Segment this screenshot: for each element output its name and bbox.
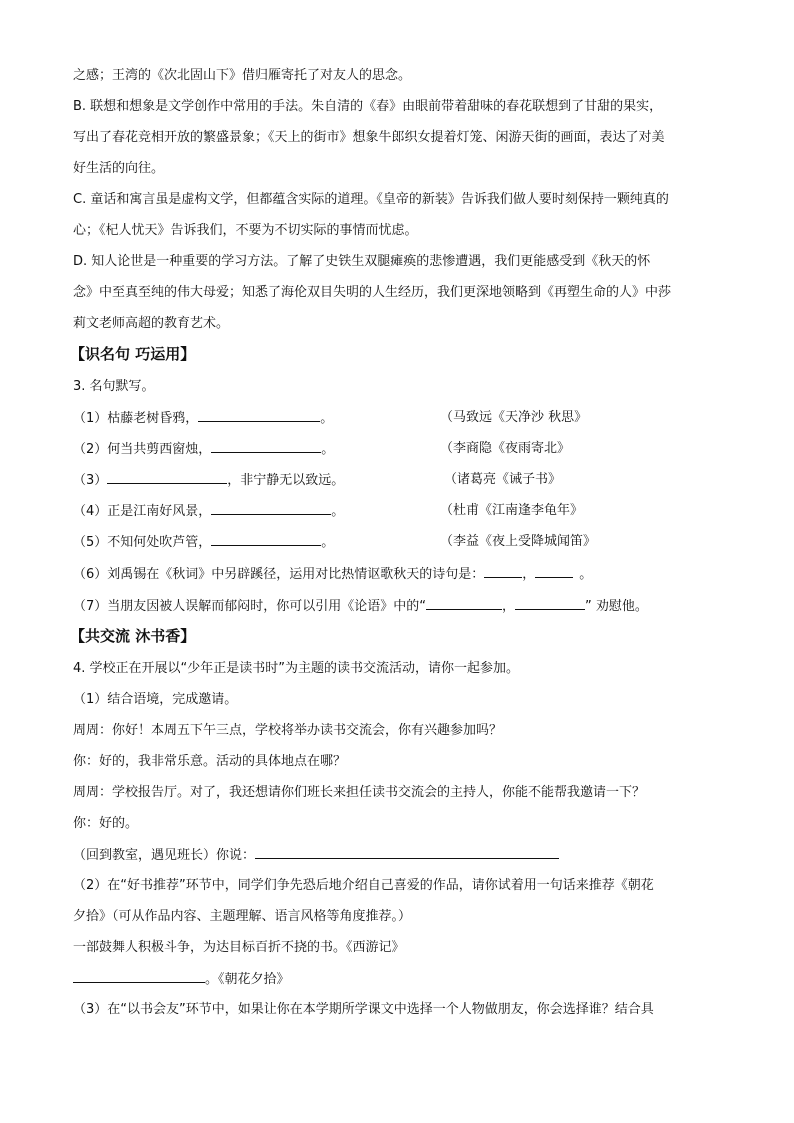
dialogue-line: 你：好的。 bbox=[73, 816, 139, 831]
poem-punct: 。 bbox=[321, 442, 335, 457]
question-4-1: （1）结合语境，完成邀请。 bbox=[73, 692, 238, 707]
answer-blank[interactable] bbox=[211, 440, 321, 453]
dialogue-line: 周周：学校报告厅。对了，我还想请你们班长来担任读书交流会的主持人，你能不能帮我邀请一下？ bbox=[73, 785, 646, 800]
poem-item-7 bbox=[73, 597, 648, 616]
poem-punct: ” 劝慰他。 bbox=[585, 599, 648, 614]
answer-blank[interactable] bbox=[255, 846, 559, 859]
poem-prompt: （6）刘禹锡在《秋词》中另辟蹊径，运用对比热情讴歌秋天的诗句是： bbox=[73, 567, 485, 582]
question-4-2-line-1: （2）在“好书推荐”环节中，同学们争先恐后地介绍自己喜爱的作品，请你试着用一句话来推荐《朝花 bbox=[73, 878, 654, 893]
poem-punct: ， bbox=[522, 567, 536, 582]
section-heading: 【识名句 巧运用】 bbox=[70, 345, 196, 363]
question-4-3: （3）在“以书会友”环节中，如果让你在本学期所学课文中选择一个人物做朋友，你会选择谁？结合具 bbox=[73, 1002, 654, 1017]
poem-source: （杜甫《江南逢李龟年》 bbox=[440, 503, 584, 518]
poem-prompt: （4）正是江南好风景， bbox=[73, 504, 212, 519]
recommend-suffix: 。《朝花夕拾》 bbox=[205, 972, 290, 987]
option-d-line-2: 念》中至真至纯的伟大母爱；知悉了海伦双目失明的人生经历，我们更深地领略到《再塑生命的人》中莎 bbox=[73, 285, 672, 300]
poem-punct: 。 bbox=[320, 411, 334, 426]
section-heading: 【共交流 沐书香】 bbox=[70, 627, 196, 645]
option-b-line-3: 好生活的向往。 bbox=[73, 161, 165, 176]
example-line: 一部鼓舞人积极斗争，为达目标百折不挠的书。《西游记》 bbox=[73, 940, 405, 955]
text-line: 之感；王湾的《次北固山下》借归雁寄托了对友人的思念。 bbox=[73, 68, 412, 83]
option-c-line-1: C. 童话和寓言虽是虚构文学，但都蕴含实际的道理。《皇帝的新装》告诉我们做人要时刻保持一颗纯真的 bbox=[73, 192, 669, 207]
poem-source: （李商隐《夜雨寄北》 bbox=[440, 441, 571, 456]
poem-prompt: （5）不知何处吹芦管， bbox=[73, 535, 212, 550]
poem-item-4 bbox=[73, 502, 344, 521]
poem-item-2 bbox=[73, 440, 334, 459]
poem-item-3 bbox=[73, 471, 344, 490]
poem-source: （李益《夜上受降城闻笛》 bbox=[440, 534, 597, 549]
answer-blank[interactable] bbox=[211, 502, 331, 515]
option-b-line-1: B. 联想和想象是文学创作中常用的手法。朱自清的《春》由眼前带着甜味的春花联想到了甘甜的果实， bbox=[73, 99, 663, 114]
option-d-line-3: 莉文老师高超的教育艺术。 bbox=[73, 316, 230, 331]
answer-blank[interactable] bbox=[484, 565, 522, 578]
question-4-2-line-2: 夕拾》（可从作品内容、主题理解、语言风格等角度推荐。） bbox=[73, 909, 412, 924]
answer-blank[interactable] bbox=[426, 597, 502, 610]
answer-blank[interactable] bbox=[198, 409, 320, 422]
answer-blank[interactable] bbox=[107, 471, 227, 484]
poem-prompt: （1）枯藤老树昏鸦， bbox=[73, 411, 199, 426]
poem-punct: 。 bbox=[331, 504, 345, 519]
poem-prompt: （2）何当共剪西窗烛， bbox=[73, 442, 212, 457]
dialogue-line: 周周：你好！本周五下午三点，学校将举办读书交流会，你有兴趣参加吗？ bbox=[73, 723, 503, 738]
poem-punct: 。 bbox=[579, 567, 593, 582]
poem-punct: ， bbox=[502, 599, 516, 614]
poem-item-6 bbox=[73, 565, 592, 584]
dialogue-line: 你：好的，我非常乐意。活动的具体地点在哪？ bbox=[73, 754, 347, 769]
recommend-answer-line bbox=[73, 970, 290, 989]
poem-item-1 bbox=[73, 409, 333, 428]
answer-blank[interactable] bbox=[73, 970, 205, 983]
poem-item-5 bbox=[73, 533, 334, 552]
poem-punct: 。 bbox=[321, 535, 335, 550]
option-d-line-1: D. 知人论世是一种重要的学习方法。了解了史铁生双腿瘫痪的悲惨遭遇，我们更能感受到《秋天的怀 bbox=[73, 254, 651, 269]
dialogue-answer-line bbox=[73, 846, 559, 865]
poem-source: （马致远《天净沙 秋思》 bbox=[440, 410, 588, 425]
option-c-line-2: 心；《杞人忧天》告诉我们，不要为不切实际的事情而忧虑。 bbox=[73, 223, 418, 238]
question-4-title: 4. 学校正在开展以“少年正是读书时”为主题的读书交流活动，请你一起参加。 bbox=[73, 661, 520, 676]
poem-punct: ，非宁静无以致远。 bbox=[227, 473, 345, 488]
dialogue-prompt: （回到教室，遇见班长）你说： bbox=[73, 848, 256, 863]
question-3-title: 3. 名句默写。 bbox=[73, 379, 155, 394]
answer-blank[interactable] bbox=[211, 533, 321, 546]
answer-blank[interactable] bbox=[535, 565, 573, 578]
poem-source: （诸葛亮《诫子书》 bbox=[444, 472, 562, 487]
poem-prompt: （3） bbox=[73, 473, 108, 488]
answer-blank[interactable] bbox=[515, 597, 585, 610]
poem-prompt: （7）当朋友因被人误解而郁闷时，你可以引用《论语》中的“ bbox=[73, 599, 427, 614]
option-b-line-2: 写出了春花竞相开放的繁盛景象；《天上的街市》想象牛郎织女提着灯笼、闲游天街的画面，表达了对美 bbox=[73, 130, 665, 145]
